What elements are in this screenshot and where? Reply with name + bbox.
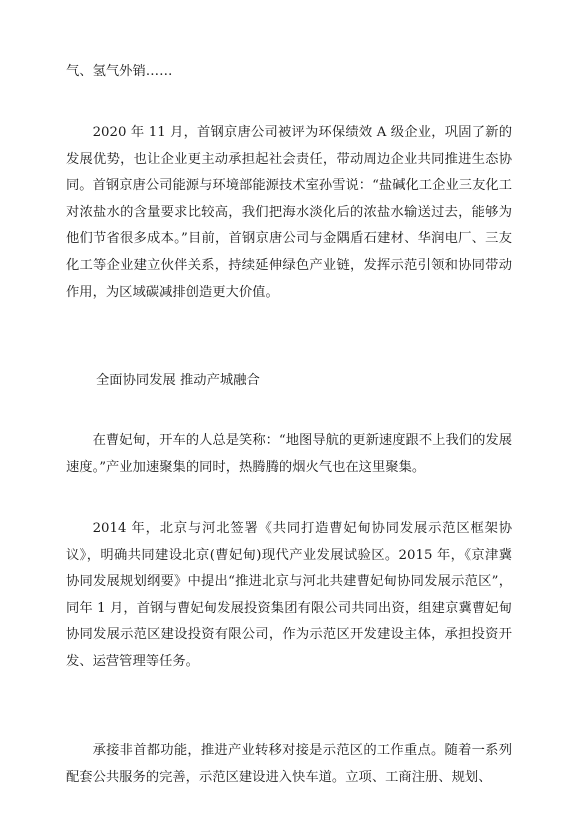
paragraph-2014-agreement: 2014 年，北京与河北签署《共同打造曹妃甸协同发展示范区框架协议》，明确共同建设北京(曹妃甸)现代产业发展试验区。2015 年，《京津冀协同发展规划纲要》中提出“推进北京与河北共建曹妃甸协同发展示范区”，同年 1 月，首钢与曹妃甸发展投资集团有限公司共同出资，组建京冀曹妃甸协同发展示范区建设投资有限公司，作为示范区开发建设主体，承担投资开发、运营管理等任务。: [66, 521, 512, 669]
paragraph-caofeidian-development: 在曹妃甸，开车的人总是笑称：“地图导航的更新速度跟不上我们的发展速度。”产业加速聚集的同时，热腾腾的烟火气也在这里聚集。: [66, 433, 512, 475]
paragraph-jingtang-environment: 2020 年 11 月，首钢京唐公司被评为环保绩效 A 级企业，巩固了新的发展优势，也让企业更主动承担起社会责任，带动周边企业共同推进生态协同。首钢京唐公司能源与环境部能源技术室孙雪说：“盐碱化工企业三友化工对浓盐水的含量要求比较高，我们把海水淡化后的浓盐水输送过去，能够为他们节省很多成本。”目前，首钢京唐公司与金隅盾石建材、华润电厂、三友化工等企业建立伙伴关系，持续延伸绿色产业链，发挥示范引领和协同带动作用，为区域碳减排创造更大价值。: [66, 125, 512, 300]
section-heading: 全面协同发展 推动产城融合: [96, 373, 260, 388]
paragraph-industry-transfer: 承接非首都功能，推进产业转移对接是示范区的工作重点。随着一系列配套公共服务的完善，示范区建设进入快车道。立项、工商注册、规划、: [66, 743, 512, 785]
paragraph-fragment: 气、氢气外销……: [66, 64, 173, 79]
